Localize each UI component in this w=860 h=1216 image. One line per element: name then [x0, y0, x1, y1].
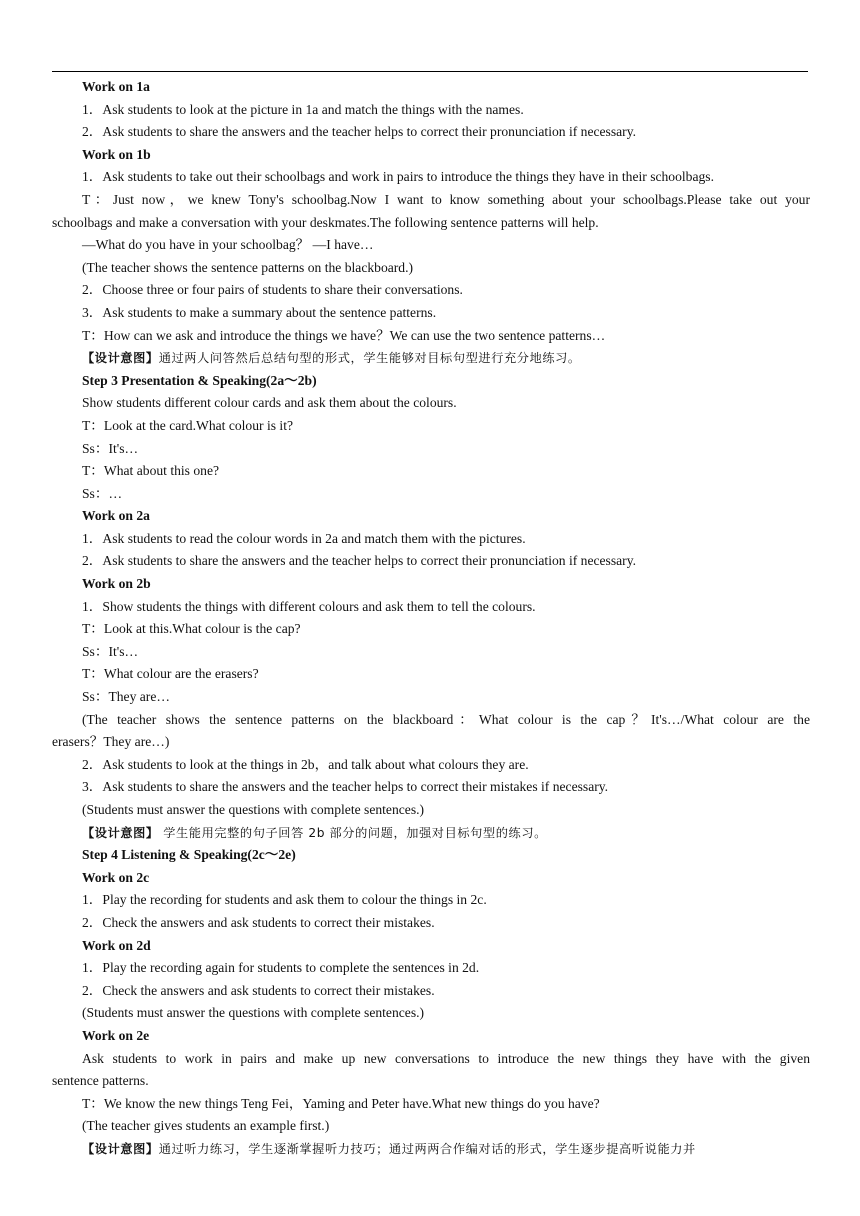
- line-text: T：What colour are the erasers?: [82, 666, 259, 682]
- line-text: (Students must answer the questions with complete sentences.): [82, 1005, 425, 1021]
- line-text: 2．Check the answers and ask students to correct their mistakes.: [82, 982, 435, 998]
- text-line: [52, 279, 810, 302]
- line-text: Work on 2e: [82, 1027, 150, 1043]
- line-text: 1．Ask students to take out their schoolbags and work in pairs to introduce the things they have in their schoolbags.: [82, 169, 714, 185]
- line-text: 3．Ask students to share the answers and the teacher helps to correct their mistakes if necessary.: [82, 779, 609, 795]
- line-text: Ss：They are…: [82, 689, 170, 705]
- text-line: [52, 189, 810, 212]
- line-text: T：We know the new things Teng Fei，Yaming and Peter have.What new things do you have?: [82, 1095, 600, 1111]
- section-heading: [52, 935, 810, 958]
- text-line: [52, 415, 810, 438]
- line-text: Work on 2d: [82, 937, 151, 953]
- text-line: [52, 776, 810, 799]
- line-text: T：Look at the card.What colour is it?: [82, 417, 294, 433]
- line-text: 2．Choose three or four pairs of students to share their conversations.: [82, 282, 463, 298]
- line-text: 1．Ask students to read the colour words in 2a and match them with the pictures.: [82, 530, 526, 546]
- line-text: (The teacher shows the sentence patterns on the blackboard.): [82, 259, 414, 275]
- design-intent-tag: 【设计意图】: [82, 351, 159, 366]
- line-text: 1．Show students the things with different colours and ask them to tell the colours.: [82, 598, 536, 614]
- text-line: [52, 663, 810, 686]
- text-line: [52, 1093, 810, 1116]
- text-line: [52, 528, 810, 551]
- text-line: [52, 121, 810, 144]
- section-heading: [52, 844, 810, 867]
- design-intent-tag: 【设计意图】: [82, 1141, 159, 1156]
- text-line: [52, 438, 810, 461]
- text-line: [52, 483, 810, 506]
- text-line: [52, 257, 810, 280]
- text-line: [52, 618, 810, 641]
- line-text: Work on 2a: [82, 508, 150, 524]
- text-line: [52, 889, 810, 912]
- line-text: Step 3 Presentation & Speaking(2a～2b): [82, 372, 317, 388]
- line-text: T：Look at this.What colour is the cap?: [82, 621, 301, 637]
- text-line: [52, 1002, 810, 1025]
- text-line: [52, 1048, 810, 1071]
- line-text: Ss：…: [82, 485, 123, 501]
- line-text: Ss：It's…: [82, 440, 139, 456]
- text-line: [52, 1115, 810, 1138]
- line-text: Work on 2c: [82, 869, 150, 885]
- line-text: Ask students to work in pairs and make up new conversations to introduce the new things they have with the given: [82, 1050, 810, 1066]
- text-line: [52, 99, 810, 122]
- text-line: [52, 754, 810, 777]
- text-line: [52, 234, 810, 257]
- section-heading: [52, 76, 810, 99]
- text-line: [52, 460, 810, 483]
- text-line: [52, 731, 810, 754]
- section-heading: [52, 1025, 810, 1048]
- text-line: [52, 957, 810, 980]
- section-heading: [52, 370, 810, 393]
- text-line: [52, 212, 810, 235]
- text-line: [52, 1070, 810, 1093]
- section-heading: [52, 573, 810, 596]
- line-text: 学生能用完整的句子回答 2b 部分的问题，加强对目标句型的练习。: [158, 825, 547, 840]
- line-text: 2．Check the answers and ask students to correct their mistakes.: [82, 914, 435, 930]
- text-line: [52, 392, 810, 415]
- line-text: 通过听力练习，学生逐渐掌握听力技巧；通过两两合作编对话的形式，学生逐步提高听说能力并: [158, 1141, 696, 1156]
- text-line: [52, 166, 810, 189]
- document-body: [52, 76, 810, 1161]
- line-text: 2．Ask students to share the answers and the teacher helps to correct their pronunciation if necessary.: [82, 553, 637, 569]
- line-text: 通过两人问答然后总结句型的形式，学生能够对目标句型进行充分地练习。: [158, 351, 581, 366]
- text-line: [52, 596, 810, 619]
- line-text: 2．Ask students to share the answers and the teacher helps to correct their pronunciation if necessary.: [82, 124, 637, 140]
- line-text: Ss：It's…: [82, 643, 139, 659]
- text-line: [52, 325, 810, 348]
- text-line: [52, 550, 810, 573]
- line-text: —What do you have in your schoolbag？ —I have…: [82, 237, 374, 253]
- design-intent-line: [52, 822, 810, 845]
- text-line: [52, 302, 810, 325]
- section-heading: [52, 867, 810, 890]
- line-text: Step 4 Listening & Speaking(2c～2e): [82, 847, 296, 863]
- line-text: Show students different colour cards and ask them about the colours.: [82, 395, 457, 411]
- header-rule: [52, 71, 808, 72]
- line-text: (The teacher gives students an example first.): [82, 1118, 330, 1134]
- line-text: (Students must answer the questions with complete sentences.): [82, 802, 425, 817]
- line-text: sentence patterns.: [52, 1073, 149, 1089]
- line-text: Work on 1a: [82, 79, 150, 94]
- text-line: [52, 980, 810, 1003]
- design-intent-line: [52, 347, 810, 370]
- text-line: [52, 686, 810, 709]
- line-text: 3．Ask students to make a summary about the sentence patterns.: [82, 304, 437, 320]
- text-line: [52, 641, 810, 664]
- line-text: schoolbags and make a conversation with your deskmates.The following sentence patterns will help.: [52, 214, 599, 230]
- line-text: Work on 2b: [82, 576, 151, 592]
- line-text: (The teacher shows the sentence patterns on the blackboard：What colour is the cap？It's…/What colour are the: [82, 711, 810, 727]
- line-text: 1．Play the recording again for students to complete the sentences in 2d.: [82, 960, 480, 976]
- design-intent-tag: 【设计意图】: [82, 825, 159, 840]
- section-heading: [52, 144, 810, 167]
- line-text: erasers？They are…): [52, 734, 170, 750]
- text-line: [52, 912, 810, 935]
- line-text: 1．Ask students to look at the picture in 1a and match the things with the names.: [82, 101, 524, 117]
- section-heading: [52, 505, 810, 528]
- design-intent-line: [52, 1138, 810, 1161]
- text-line: [52, 799, 810, 822]
- line-text: T：How can we ask and introduce the things we have？We can use the two sentence patterns…: [82, 327, 606, 343]
- line-text: T：What about this one?: [82, 463, 220, 479]
- line-text: 1．Play the recording for students and ask them to colour the things in 2c.: [82, 892, 487, 908]
- line-text: T：Just now，we knew Tony's schoolbag.Now I want to know something about your schoolbags.Please take out your: [82, 191, 810, 207]
- text-line: [52, 709, 810, 732]
- line-text: Work on 1b: [82, 146, 151, 162]
- line-text: 2．Ask students to look at the things in 2b，and talk about what colours they are.: [82, 756, 529, 772]
